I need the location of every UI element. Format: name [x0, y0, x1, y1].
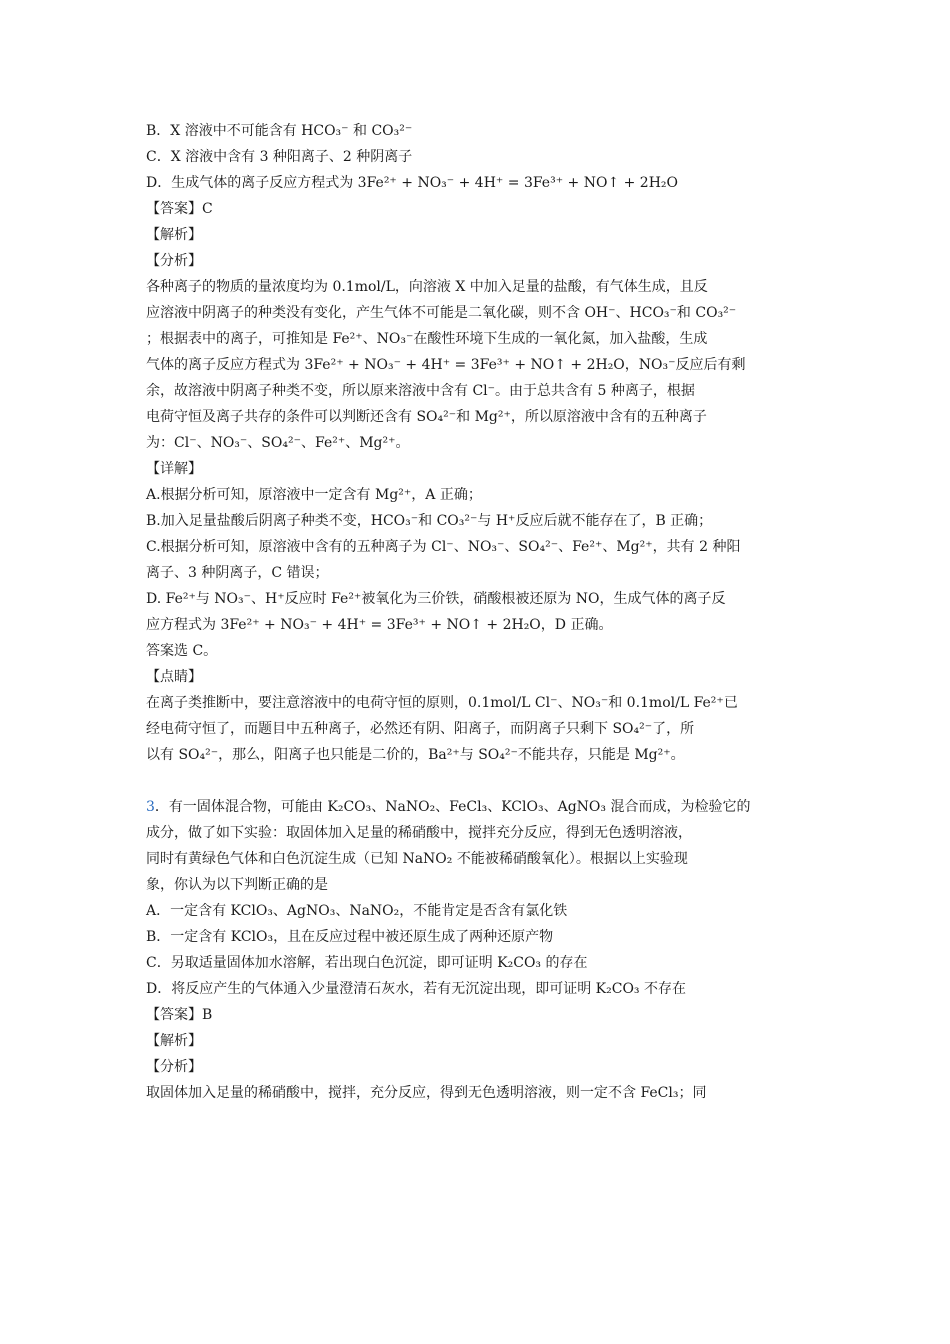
- analysis-heading: 【解析】: [146, 1033, 202, 1049]
- paragraph-line: 余，故溶液中阴离子种类不变，所以原来溶液中含有 Cl⁻。由于总共含有 5 种离子，根据: [146, 383, 695, 399]
- option-c: C．X 溶液中含有 3 种阳离子、2 种阴离子: [146, 149, 413, 165]
- tip-line: 以有 SO₄²⁻，那么，阳离子也只能是二价的，Ba²⁺与 SO₄²⁻不能共存，只能是 Mg²⁺。: [146, 747, 685, 763]
- document-page: [146, 118, 806, 1106]
- detail-line: B.加入足量盐酸后阴离子种类不变，HCO₃⁻和 CO₃²⁻与 H⁺反应后就不能存在了，B 正确；: [146, 513, 713, 529]
- paragraph-line: 各种离子的物质的量浓度均为 0.1mol/L，向溶液 X 中加入足量的盐酸，有气体生成，且反: [146, 279, 708, 295]
- question-number: 3: [146, 799, 155, 815]
- reasoning-heading: 【分析】: [146, 1059, 202, 1075]
- detail-line: 应方程式为 3Fe²⁺ + NO₃⁻ + 4H⁺ = 3Fe³⁺ + NO↑ + 2H₂O，D 正确。: [146, 617, 613, 633]
- tip-line: 经电荷守恒了，而题目中五种离子，必然还有阴、阳离子，而阴离子只剩下 SO₄²⁻了，所: [146, 721, 695, 737]
- detail-line: C.根据分析可知，原溶液中含有的五种离子为 Cl⁻、NO₃⁻、SO₄²⁻、Fe²⁺、Mg²⁺，共有 2 种阳: [146, 539, 741, 555]
- answer-heading: 【答案】B: [146, 1007, 213, 1023]
- question-3-option-a: A．一定含有 KClO₃、AgNO₃、NaNO₂，不能肯定是否含有氯化铁: [146, 903, 568, 919]
- answer-heading: 【答案】C: [146, 201, 213, 217]
- analysis-heading: 【解析】: [146, 227, 202, 243]
- question-3-option-b: B．一定含有 KClO₃，且在反应过程中被还原生成了两种还原产物: [146, 929, 554, 945]
- detail-line: D. Fe²⁺与 NO₃⁻、H⁺反应时 Fe²⁺被氧化为三价铁，硝酸根被还原为 NO，生成气体的离子反: [146, 591, 726, 607]
- option-b: B．X 溶液中不可能含有 HCO₃⁻ 和 CO₃²⁻: [146, 123, 413, 139]
- paragraph-line: 气体的离子反应方程式为 3Fe²⁺ + NO₃⁻ + 4H⁺ = 3Fe³⁺ + NO↑ + 2H₂O，NO₃⁻反应后有剩: [146, 357, 746, 373]
- question-3-stem: 3．有一固体混合物，可能由 K₂CO₃、NaNO₂、FeCl₃、KClO₃、AgNO₃ 混合而成，为检验它的: [146, 799, 751, 815]
- option-d: D．生成气体的离子反应方程式为 3Fe²⁺ + NO₃⁻ + 4H⁺ = 3Fe³⁺ + NO↑ + 2H₂O: [146, 175, 679, 191]
- question-3-option-d: D．将反应产生的气体通入少量澄清石灰水，若有无沉淀出现，即可证明 K₂CO₃ 不存在: [146, 981, 686, 997]
- detail-line: A.根据分析可知，原溶液中一定含有 Mg²⁺，A 正确；: [146, 487, 482, 503]
- tip-heading: 【点睛】: [146, 669, 202, 685]
- paragraph-line: 电荷守恒及离子共存的条件可以判断还含有 SO₄²⁻和 Mg²⁺，所以原溶液中含有的五种离子: [146, 409, 707, 425]
- detail-heading: 【详解】: [146, 461, 202, 477]
- paragraph-line: 应溶液中阴离子的种类没有变化，产生气体不可能是二氧化碳，则不含 OH⁻、HCO₃⁻和 CO₃²⁻: [146, 305, 737, 321]
- question-3-option-c: C．另取适量固体加水溶解，若出现白色沉淀，即可证明 K₂CO₃ 的存在: [146, 955, 588, 971]
- paragraph-line: 为：Cl⁻、NO₃⁻、SO₄²⁻、Fe²⁺、Mg²⁺。: [146, 435, 410, 451]
- question-3-stem: 成分，做了如下实验：取固体加入足量的稀硝酸中，搅拌充分反应，得到无色透明溶液，: [146, 825, 692, 841]
- detail-line: 离子、3 种阴离子，C 错误；: [146, 565, 329, 581]
- spacer: [146, 768, 806, 794]
- paragraph-line: 取固体加入足量的稀硝酸中，搅拌，充分反应，得到无色透明溶液，则一定不含 FeCl₃；同: [146, 1085, 707, 1101]
- question-3-stem: 同时有黄绿色气体和白色沉淀生成（已知 NaNO₂ 不能被稀硝酸氧化）。根据以上实验现: [146, 851, 688, 867]
- answer-choice-line: 答案选 C。: [146, 643, 218, 659]
- reasoning-heading: 【分析】: [146, 253, 202, 269]
- tip-line: 在离子类推断中，要注意溶液中的电荷守恒的原则，0.1mol/L Cl⁻、NO₃⁻和 0.1mol/L Fe²⁺已: [146, 695, 738, 711]
- question-3-stem: 象，你认为以下判断正确的是: [146, 877, 328, 893]
- paragraph-line: ；根据表中的离子，可推知是 Fe²⁺、NO₃⁻在酸性环境下生成的一氧化氮，加入盐酸，生成: [146, 331, 708, 347]
